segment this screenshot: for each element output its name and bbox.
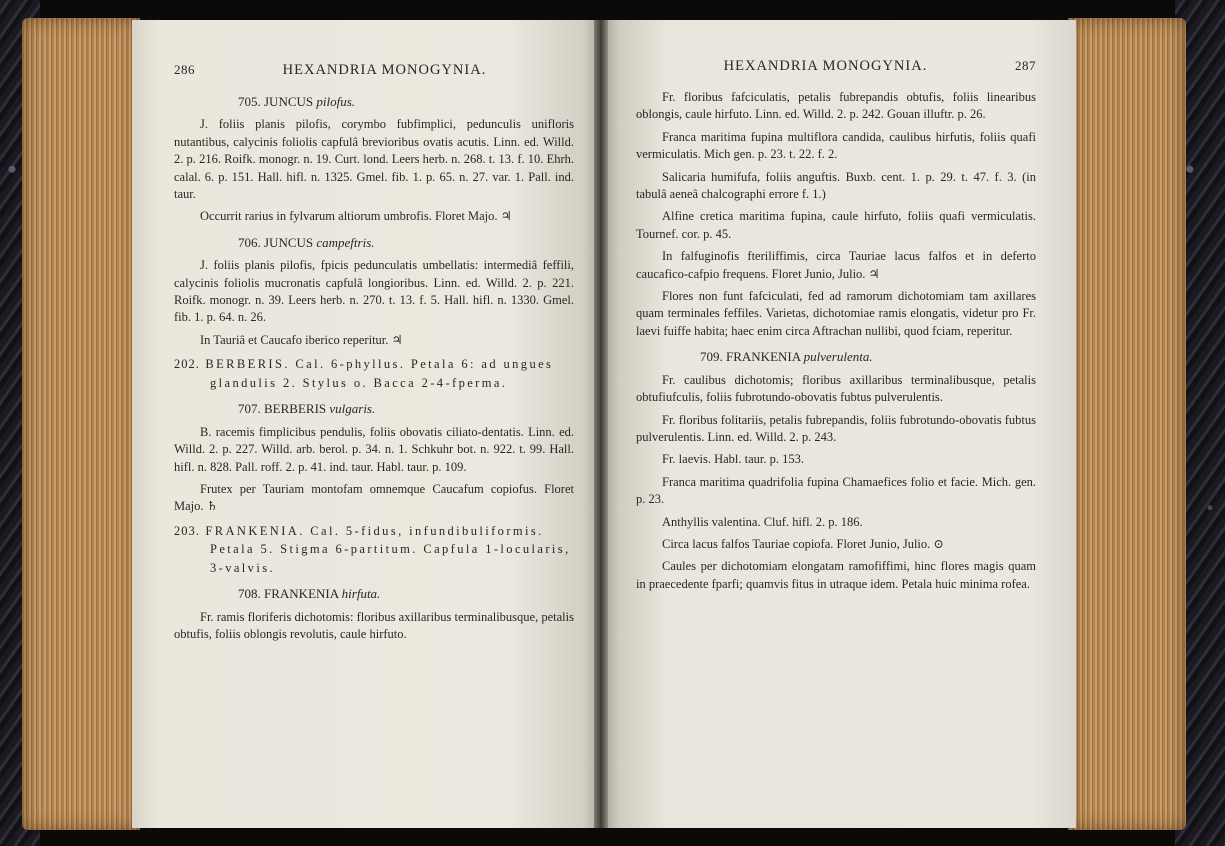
- synonym-paragraph: Fr. floribus folitariis, petalis fubrepandis, foliis fubrotundo-obovatis fubtus pulverulentis. Linn. ed. Willd. 2. p. 243.: [636, 412, 1036, 444]
- species-heading: [174, 234, 574, 251]
- species-description: Fr. ramis floriferis dichotomis: floribus axillaribus terminalibusque, petalis obtufis, foliis oblongis revolutis, caule hirfuto.: [174, 609, 574, 642]
- synonym-paragraph: Anthyllis valentina. Cluf. hifl. 2. p. 186.: [662, 514, 863, 529]
- species-name: 709. FRANKENIA: [700, 349, 801, 365]
- species-description: Fr. caulibus dichotomis; floribus axillaribus terminalibusque, petalis obtufiufculis, foliis fubrotundo-obovatis fubtus pulverulentis.: [636, 372, 1036, 405]
- species-description: J. foliis planis pilofis, fpicis pedunculatis umbellatis: intermediâ feffili, calycinis foliolis mucronatis capfulâ longioribus. Linn. ed. Willd. 2. p. 221. Roifk. monogr. n. 39. Leers herb. n. 270. t. 13. f. 5. Hall. hifl. n. 1330. Gmel. fib. 1. p. 64. n. 26.: [174, 258, 574, 325]
- genus-description: [174, 522, 574, 578]
- species-name: 706. JUNCUS: [238, 234, 314, 250]
- species-heading: [174, 585, 574, 602]
- species-note: Flores non funt fafciculati, fed ad ramorum dichotomiam tam axillares quam terminales feffiles. Varietas, dichotomiae ramis elongatis, videtur pro Fr. laevi fuiffe habita; haec enim circa Aftrachan nullibi, quod fciam, reperitur.: [636, 289, 1036, 338]
- species-epithet: hirfuta.: [341, 586, 381, 602]
- species-epithet: pulverulenta.: [803, 349, 873, 365]
- page-number: 286: [174, 62, 195, 77]
- species-note: Caules per dichotomiam elongatam ramofiffimi, hinc flores magis quam in praecedente fparfi; quamvis fitus in utraque idem. Petala huic minima rofea.: [636, 559, 1036, 591]
- species-heading: [174, 400, 574, 417]
- running-head: HEXANDRIA MONOGYNIA.: [723, 58, 928, 74]
- species-description: B. racemis fimplicibus pendulis, foliis obovatis ciliato-dentatis. Linn. ed. Willd. 2. p. 227. Willd. arb. berol. p. 34. n. 1. Schkuhr bot. n. 922. t. 99. Hall. hifl. n. 828. Pall. roff. 2. p. 41. ind. taur. Habl. taur. p. 109.: [174, 424, 574, 474]
- synonym-paragraph: Fr. floribus fafciculatis, petalis fubrepandis obtufis, foliis linearibus oblongis, caule hirfuto. Linn. ed. Willd. 2. p. 242. Gouan illuftr. p. 26.: [636, 90, 1036, 122]
- species-habitat: In falfuginofis fteriliffimis, circa Tauriae lacus falfos et in deferto caucafico-cafpio frequens. Floret Junio, Julio. ♃: [636, 249, 1036, 281]
- right-page: [600, 20, 1076, 828]
- genus-number: 202.: [174, 357, 200, 372]
- species-epithet: vulgaris.: [329, 401, 376, 417]
- species-description: J. foliis planis pilofis, corymbo fubfimplici, pedunculis unifloris nutantibus, calycinis foliolis capfulâ brevioribus ovatis acutis. Linn. ed. Willd. 2. p. 216. Roifk. monogr. n. 19. Curt. lond. Leers herb. n. 268. t. 13. f. 10. Ehrh. calal. 6. p. 151. Hall. hifl. n. 1325. Gmel. fib. 1. p. 65. n. 27. var. 1. Pall. ind. taur.: [174, 117, 574, 202]
- left-page: [132, 20, 602, 828]
- left-page-edges: [22, 18, 140, 830]
- page-number: 287: [1015, 58, 1036, 73]
- genus-number: 203.: [174, 523, 200, 538]
- species-name: 707. BERBERIS: [238, 401, 327, 417]
- left-page-header: [174, 62, 574, 79]
- right-page-edges: [1068, 18, 1186, 830]
- species-epithet: campeftris.: [316, 234, 375, 250]
- genus-text: FRANKENIA. Cal. 5-fidus, infundibuliformis. Petala 5. Stigma 6-partitum. Capfula 1-locularis, 3-valvis.: [205, 523, 571, 575]
- species-epithet: pilofus.: [316, 94, 356, 109]
- book-gutter: [594, 20, 608, 828]
- species-habitat: Circa lacus falfos Tauriae copiofa. Floret Junio, Julio. ⊙: [662, 536, 944, 551]
- running-head: HEXANDRIA MONOGYNIA.: [282, 62, 487, 78]
- synonym-paragraph: Franca maritima fupina multiflora candida, caulibus hirfutis, foliis quafi vermiculatis. Mich gen. p. 23. t. 22. f. 2.: [636, 129, 1036, 162]
- species-heading: [174, 93, 574, 110]
- species-habitat: Frutex per Tauriam montofam omnemque Caucafum copiofus. Floret Majo. ♄: [174, 481, 574, 514]
- synonym-paragraph: Alfine cretica maritima fupina, caule hirfuto, foliis quafi vermiculatis. Tournef. cor. p. 45.: [636, 209, 1036, 241]
- synonym-paragraph: Salicaria humifufa, foliis anguftis. Buxb. cent. 1. p. 29. t. 47. f. 3. (in tabulâ aeneâ chalcographi errore f. 1.): [636, 169, 1036, 202]
- species-habitat: In Tauriâ et Caucafo iberico reperitur. ♃: [200, 332, 403, 347]
- genus-description: [174, 355, 574, 392]
- species-name: 708. FRANKENIA: [238, 586, 339, 602]
- species-heading: [636, 348, 1036, 365]
- synonym-paragraph: Fr. laevis. Habl. taur. p. 153.: [662, 452, 804, 467]
- genus-text: BERBERIS. Cal. 6-phyllus. Petala 6: ad ungues glandulis 2. Stylus o. Bacca 2-4-fperma.: [205, 357, 554, 390]
- synonym-paragraph: Franca maritima quadrifolia fupina Chamaefices folio et facie. Mich. gen. p. 23.: [636, 474, 1036, 507]
- species-habitat: Occurrit rarius in fylvarum altiorum umbrofis. Floret Majo. ♃: [200, 209, 512, 224]
- species-name: 705. JUNCUS: [238, 94, 314, 109]
- right-page-header: [636, 58, 1036, 75]
